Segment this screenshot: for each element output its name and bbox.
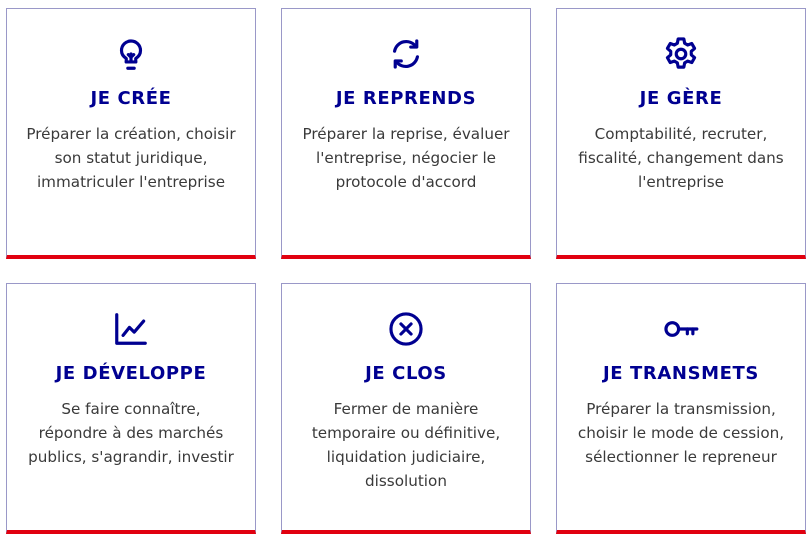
line-chart-icon <box>112 310 150 348</box>
card-je-clos[interactable] <box>281 283 531 534</box>
refresh-icon <box>387 35 425 73</box>
card-description: Comptabilité, recruter, fiscalité, changement dans l'entreprise <box>578 125 784 191</box>
gear-icon <box>662 35 700 73</box>
card-je-transmets[interactable] <box>556 283 806 534</box>
card-description: Préparer la transmission, choisir le mode de cession, sélectionner le repreneur <box>577 400 785 466</box>
card-description: Fermer de manière temporaire ou définitive, liquidation judiciaire, dissolution <box>311 400 501 490</box>
card-title: JE REPRENDS <box>335 88 477 109</box>
card-je-reprends[interactable] <box>281 8 531 259</box>
card-je-developpe[interactable] <box>6 283 256 534</box>
card-description: Préparer la création, choisir son statut juridique, immatriculer l'entreprise <box>26 125 236 191</box>
card-je-gere[interactable] <box>556 8 806 259</box>
card-description: Préparer la reprise, évaluer l'entreprise, négocier le protocole d'accord <box>302 125 510 191</box>
key-icon <box>662 310 700 348</box>
card-description: Se faire connaître, répondre à des marchés publics, s'agrandir, investir <box>28 400 234 466</box>
card-title: JE TRANSMETS <box>602 363 759 384</box>
card-title: JE DÉVELOPPE <box>55 363 207 384</box>
action-card-grid <box>6 8 806 538</box>
card-je-cree[interactable] <box>6 8 256 259</box>
card-title: JE CRÉE <box>90 88 172 109</box>
card-title: JE GÈRE <box>639 88 723 109</box>
close-circle-icon <box>387 310 425 348</box>
card-title: JE CLOS <box>365 363 447 384</box>
lightbulb-icon <box>112 35 150 73</box>
